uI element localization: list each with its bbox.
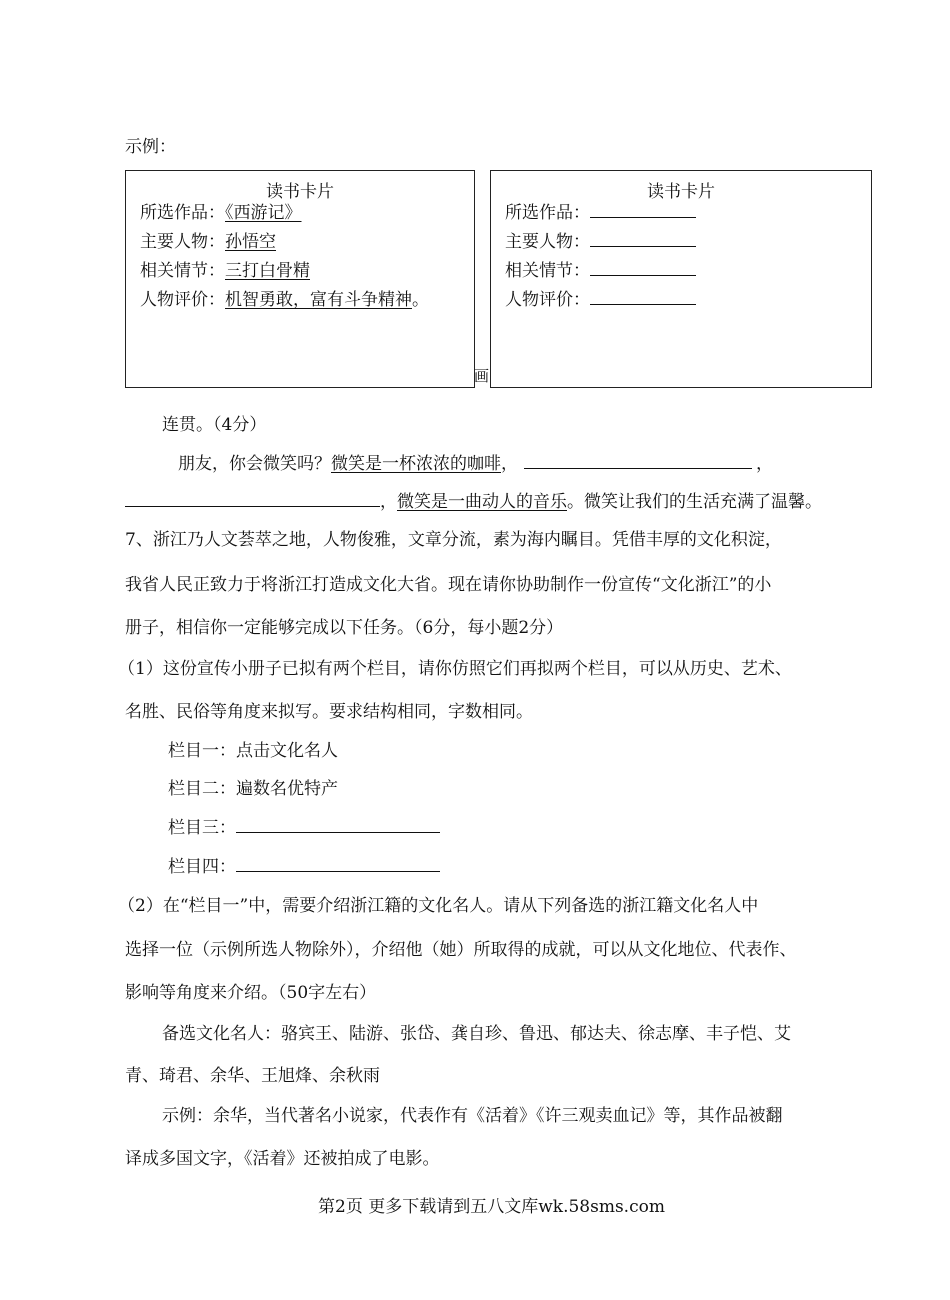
column-label: 栏目三： [168,818,236,838]
answer-blank[interactable] [590,261,696,276]
example-line2: 译成多国文字，《活着》还被拍成了电影。 [125,1149,440,1169]
reading-card-example [125,170,475,388]
q6-paragraph-line2 [125,487,822,512]
answer-blank[interactable] [524,454,752,469]
underlined-text: 微笑是一杯浓浓的咖啡 [331,454,501,474]
q7-sub2-line2: 选择一位（示例所选人物除外），介绍他（她）所取得的成就，可以从文化地位、代表作、 [125,940,797,960]
q6-paragraph-line1 [178,449,773,474]
column-label: 栏目四： [168,857,236,877]
card-label: 相关情节： [505,261,590,281]
column-two: 栏目二：遍数名优特产 [168,779,338,799]
card-row-work [140,198,302,223]
card-label: 人物评价： [505,290,590,310]
q6-tail: 连贯。（4分） [162,415,267,435]
card-label: 主要人物： [505,232,590,252]
text: ， [501,454,518,474]
card-tail: 。 [412,290,429,310]
answer-blank[interactable] [590,203,696,218]
answer-blank[interactable] [590,232,696,247]
q7-intro-line3: 册子，相信你一定能够完成以下任务。（6分，每小题2分） [125,618,564,638]
candidates-line2: 青、琦君、余华、王旭烽、余秋雨 [125,1066,380,1086]
card-label: 相关情节： [140,261,225,281]
card-label: 所选作品： [505,203,590,223]
column-one: 栏目一：点击文化名人 [168,741,338,761]
card-label: 主要人物： [140,232,225,252]
text: 。微笑让我们的生活充满了温馨。 [567,492,822,512]
example-label: 示例： [125,137,176,157]
answer-blank[interactable] [125,492,380,507]
card-value: 机智勇敢，富有斗争精神 [225,290,412,310]
reading-card-blank [490,170,872,388]
q7-sub2-line1: （2）在“栏目一”中，需要介绍浙江籍的文化名人。请从下列备选的浙江籍文化名人中 [118,896,759,916]
q7-sub2-line3: 影响等角度来介绍。（50字左右） [125,983,377,1003]
answer-blank[interactable] [590,290,696,305]
card-row-evaluation [140,285,429,310]
card-title: 读书卡片 [266,182,334,202]
q7-intro-line1: 7、浙江乃人文荟萃之地，人物俊雅，文章分流，素为海内瞩目。凭借丰厚的文化积淀， [125,530,782,550]
column-four [168,852,440,877]
underlined-text: 微笑是一曲动人的音乐 [397,492,567,512]
card-row-character [505,227,696,252]
text: ， [380,492,397,512]
answer-blank[interactable] [236,818,440,833]
card-row-evaluation [505,285,696,310]
card-value: 孙悟空 [225,232,276,252]
card-row-character [140,227,276,252]
q7-sub1-line1: （1）这份宣传小册子已拟有两个栏目，请你仿照它们再拟两个栏目，可以从历史、艺术、 [118,659,792,679]
answer-blank[interactable] [236,857,440,872]
example-line1: 示例：余华，当代著名小说家，代表作有《活着》《许三观卖血记》等，其作品被翻 [162,1106,783,1126]
q7-sub1-line2: 名胜、民俗等角度来拟写。要求结构相同，字数相同。 [125,702,533,722]
card-title: 读书卡片 [647,182,715,202]
q7-intro-line2: 我省人民正致力于将浙江打造成文化大省。现在请你协助制作一份宣传“文化浙江”的小 [125,575,772,595]
card-row-plot [505,256,696,281]
stray-char: 画 [474,367,490,385]
page-footer: 第2页 更多下载请到五八文库wk.58sms.com [318,1197,665,1217]
card-label: 所选作品： [140,203,225,223]
text: ， [756,454,773,474]
card-row-work [505,198,696,223]
card-label: 人物评价： [140,290,225,310]
card-value: 《西游记》 [225,203,302,223]
column-three [168,813,440,838]
candidates-line1: 备选文化名人：骆宾王、陆游、张岱、龚自珍、鲁迅、郁达夫、徐志摩、丰子恺、艾 [162,1024,791,1044]
text: 朋友，你会微笑吗？ [178,454,331,474]
card-row-plot [140,256,310,281]
card-value: 三打白骨精 [225,261,310,281]
